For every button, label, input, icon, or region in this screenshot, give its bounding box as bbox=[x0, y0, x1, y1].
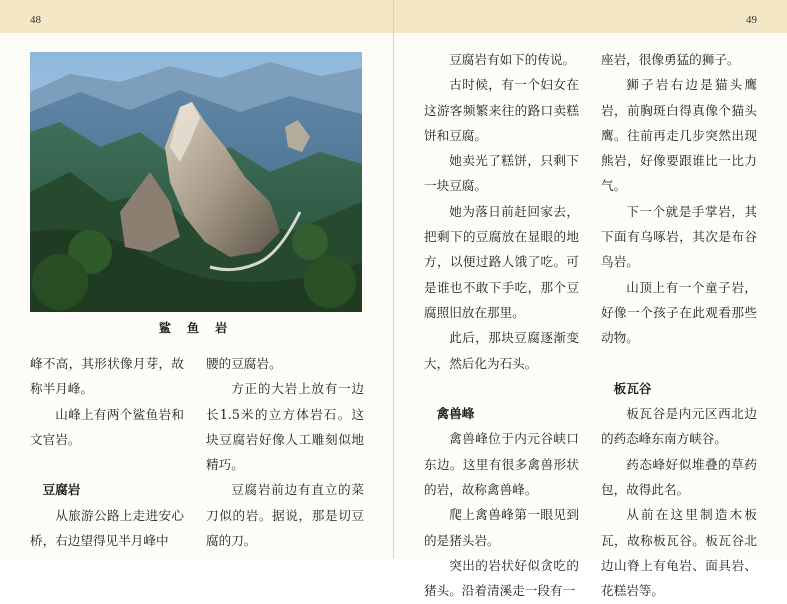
text-column-left-1 bbox=[30, 351, 184, 553]
paragraph: 她为落日前赶回家去，把剩下的豆腐放在显眼的地方，以便过路人饿了吃。可是谁也不敢下手吃，那个豆腐照旧放在那里。 bbox=[424, 203, 579, 320]
paragraph: 板瓦谷是内元区西北边的药态峰东南方峡谷。 bbox=[601, 406, 757, 447]
paragraph: 山顶上有一个童子岩，好像一个孩子在此观看那些动物。 bbox=[601, 279, 757, 346]
text-column-right-2 bbox=[601, 47, 757, 604]
header-band bbox=[394, 0, 787, 33]
paragraph: 豆腐岩有如下的传说。 bbox=[449, 52, 576, 67]
paragraph: 下一个就是手掌岩，其下面有乌啄岩，其次是布谷鸟岩。 bbox=[601, 203, 757, 270]
paragraph: 从旅游公路上走进安心桥，右边望得见半月峰中 bbox=[30, 507, 184, 549]
paragraph: 突出的岩状好似贪吃的猪头。沿着清溪走一段有一 bbox=[424, 557, 579, 599]
photo-caption: 鲨 鱼 岩 bbox=[158, 321, 234, 335]
section-gap bbox=[424, 376, 579, 401]
section-heading: 豆腐岩 bbox=[42, 482, 81, 498]
paragraph: 从前在这里制造木板瓦，故称板瓦谷。板瓦谷北边山脊上有龟岩、面具岩、花糕岩等。 bbox=[601, 507, 757, 599]
paragraph: 方正的大岩上放有一边长1.5米的立方体岩石。这块豆腐岩好像人工雕刻似地精巧。 bbox=[206, 381, 364, 473]
section-heading: 禽兽峰 bbox=[436, 406, 475, 422]
header-band bbox=[0, 0, 393, 33]
page-number: 48 bbox=[30, 14, 41, 26]
right-page bbox=[394, 0, 787, 599]
paragraph: 药态峰好似堆叠的草药包，故得此名。 bbox=[601, 456, 757, 498]
page-number: 49 bbox=[746, 14, 757, 26]
section-heading: 板瓦谷 bbox=[613, 380, 652, 396]
text-column-left-2 bbox=[206, 351, 364, 553]
paragraph: 古时候，有一个妇女在这游客频繁来往的路口卖糕饼和豆腐。 bbox=[424, 77, 579, 143]
text-column-right-1 bbox=[424, 47, 579, 604]
paragraph: 峰不高，其形状像月芽，故称半月峰。 bbox=[30, 356, 184, 397]
shark-rock-photo bbox=[30, 52, 362, 312]
paragraph: 腰的豆腐岩。 bbox=[206, 356, 282, 371]
mountain-photo bbox=[30, 52, 362, 312]
paragraph: 禽兽峰位于内元谷峡口东边。这里有很多禽兽形状的岩，故称禽兽峰。 bbox=[424, 431, 579, 498]
section-gap bbox=[30, 452, 184, 477]
paragraph: 此后，那块豆腐逐渐变大，然后化为石头。 bbox=[424, 330, 579, 371]
left-page bbox=[0, 0, 393, 559]
paragraph: 她卖光了糕饼，只剩下一块豆腐。 bbox=[424, 153, 579, 194]
section-gap bbox=[601, 351, 757, 376]
paragraph: 豆腐岩前边有直立的菜刀似的岩。据说，那是切豆腐的刀。 bbox=[206, 482, 364, 549]
paragraph: 狮子岩右边是猫头鹰岩，前胸斑白得真像个猫头鹰。往前再走几步突然出现熊岩，好像要跟谁比一比力气。 bbox=[601, 77, 757, 194]
paragraph: 山峰上有两个鲨鱼岩和文官岩。 bbox=[30, 406, 184, 447]
paragraph: 座岩，很像勇猛的狮子。 bbox=[601, 52, 740, 67]
paragraph: 爬上禽兽峰第一眼见到的是猪头岩。 bbox=[424, 507, 579, 548]
